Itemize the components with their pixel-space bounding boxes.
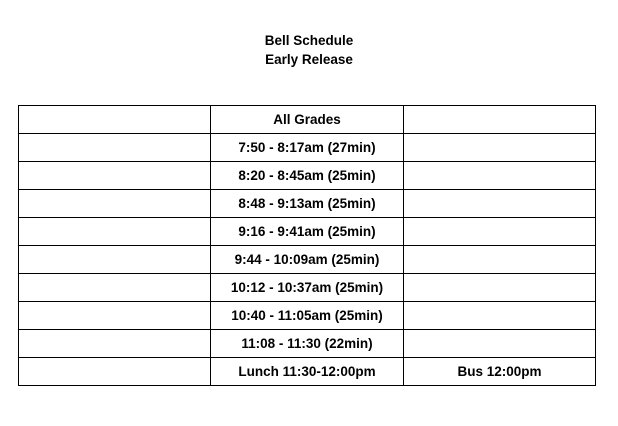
table-row — [19, 302, 596, 330]
table-row — [19, 274, 596, 302]
table-row — [19, 106, 596, 134]
table-cell — [404, 134, 596, 162]
table-cell — [404, 302, 596, 330]
table-cell — [19, 330, 211, 358]
page-title: Bell Schedule — [264, 33, 354, 48]
table-cell — [19, 218, 211, 246]
table-cell — [404, 218, 596, 246]
table-cell — [19, 106, 211, 134]
table-cell: 10:40 - 11:05am (25min) — [211, 302, 404, 330]
table-cell: 9:44 - 10:09am (25min) — [211, 246, 404, 274]
title-block — [0, 31, 618, 69]
table-cell — [404, 190, 596, 218]
table-cell — [19, 358, 211, 386]
table-row — [19, 358, 596, 386]
table-row — [19, 330, 596, 358]
bell-schedule-table — [18, 105, 596, 386]
table-cell: Lunch 11:30-12:00pm — [211, 358, 404, 386]
table-cell — [404, 162, 596, 190]
table-cell: 8:20 - 8:45am (25min) — [211, 162, 404, 190]
table-cell: 7:50 - 8:17am (27min) — [211, 134, 404, 162]
table-cell — [404, 330, 596, 358]
table-cell: 9:16 - 9:41am (25min) — [211, 218, 404, 246]
table-cell: 11:08 - 11:30 (22min) — [211, 330, 404, 358]
table-cell — [19, 274, 211, 302]
table-cell: 10:12 - 10:37am (25min) — [211, 274, 404, 302]
table-cell — [404, 274, 596, 302]
table-row — [19, 218, 596, 246]
table-cell — [19, 134, 211, 162]
table-cell — [19, 302, 211, 330]
table-row — [19, 162, 596, 190]
table-cell: 8:48 - 9:13am (25min) — [211, 190, 404, 218]
table-cell — [404, 246, 596, 274]
page-subtitle: Early Release — [265, 52, 353, 67]
table-row — [19, 246, 596, 274]
table-header-cell: All Grades — [211, 106, 404, 134]
table-row — [19, 190, 596, 218]
table-cell — [19, 190, 211, 218]
table-cell — [404, 106, 596, 134]
table-cell: Bus 12:00pm — [404, 358, 596, 386]
table-cell — [19, 246, 211, 274]
table-cell — [19, 162, 211, 190]
table-row — [19, 134, 596, 162]
